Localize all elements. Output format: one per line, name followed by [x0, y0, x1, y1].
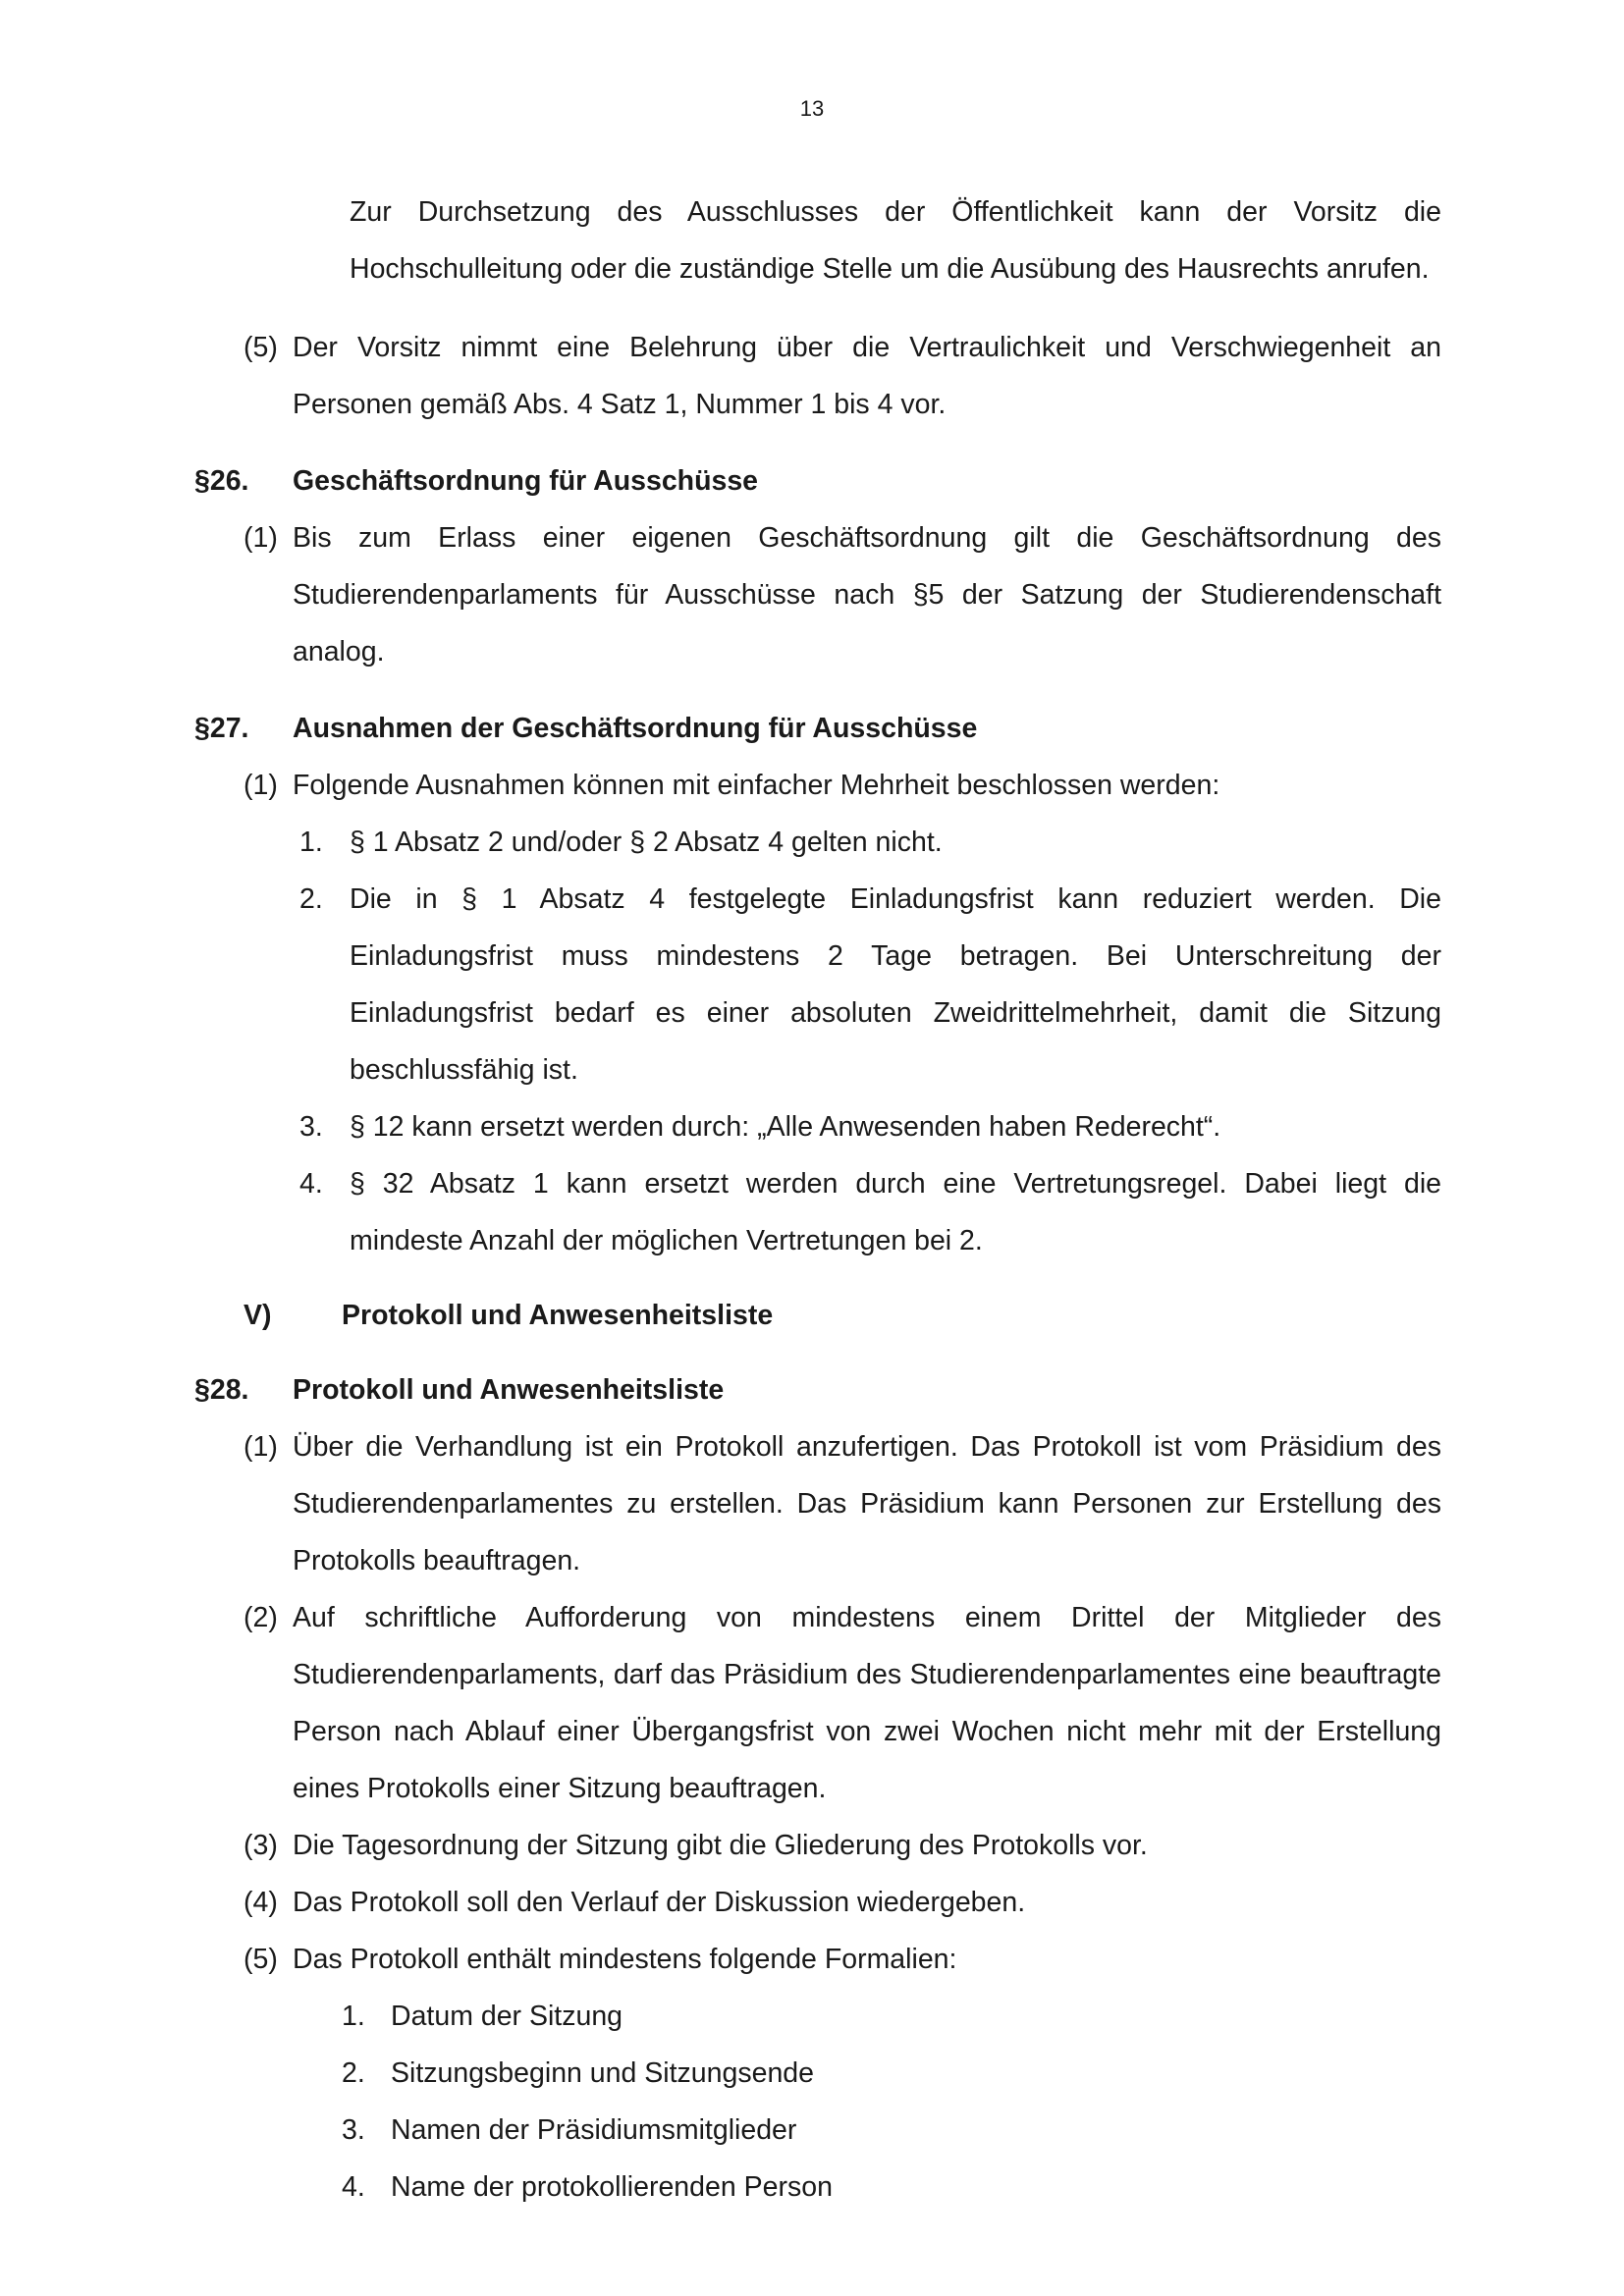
- section-title: Geschäftsordnung für Ausschüsse: [293, 465, 759, 497]
- paragraph-number: (1): [244, 1431, 278, 1463]
- list-number: 4.: [299, 1168, 323, 1200]
- list-text: § 12 kann ersetzt werden durch: „Alle Anwesenden haben Rederecht“.: [350, 1111, 1221, 1143]
- list-text: Die in § 1 Absatz 4 festgelegte Einladungsfrist kann reduziert werden. Die Einladungsfrist muss mindestens 2 Tage betragen. Bei Unterschreitung der Einladungsfrist bedarf es einer absoluten Zweidrittelmehrheit, damit die Sitzung beschlussfähig ist.: [350, 883, 1441, 1086]
- list-item: [194, 2045, 1441, 2102]
- list-item: [194, 2159, 1441, 2216]
- list-text: § 1 Absatz 2 und/oder § 2 Absatz 4 gelten nicht.: [350, 827, 943, 858]
- paragraph-number: (1): [244, 522, 278, 554]
- list-number: 1.: [299, 827, 323, 858]
- list-text: Sitzungsbeginn und Sitzungsende: [391, 2057, 814, 2089]
- paragraph-number: (2): [244, 1602, 278, 1633]
- section-number: §28.: [194, 1374, 249, 1406]
- list-number: 1.: [342, 2001, 365, 2032]
- paragraph-item: [194, 1874, 1441, 1931]
- document-body: [194, 184, 1441, 2216]
- list-item: [194, 1988, 1441, 2045]
- paragraph-text: Auf schriftliche Aufforderung von mindestens einem Drittel der Mitglieder des Studierendenparlaments, darf das Präsidium des Studierendenparlamentes eine beauftragte Person nach Ablauf einer Übergangsfrist von zwei Wochen nicht mehr mit der Erstellung eines Protokolls einer Sitzung beauftragen.: [293, 1602, 1441, 1804]
- list-number: 3.: [342, 2114, 365, 2146]
- paragraph-text: Die Tagesordnung der Sitzung gibt die Gliederung des Protokolls vor.: [293, 1830, 1148, 1861]
- paragraph-text: Folgende Ausnahmen können mit einfacher Mehrheit beschlossen werden:: [293, 770, 1220, 801]
- list-item: [194, 871, 1441, 1098]
- paragraph-item: [194, 1589, 1441, 1817]
- paragraph-item: [194, 1817, 1441, 1874]
- list-text: § 32 Absatz 1 kann ersetzt werden durch eine Vertretungsregel. Dabei liegt die mindeste Anzahl der möglichen Vertretungen bei 2.: [350, 1168, 1441, 1256]
- section-number: §27.: [194, 713, 249, 744]
- paragraph-text: Der Vorsitz nimmt eine Belehrung über die Vertraulichkeit und Verschwiegenheit an Personen gemäß Abs. 4 Satz 1, Nummer 1 bis 4 vor.: [293, 332, 1441, 420]
- list-text: Name der protokollierenden Person: [391, 2171, 833, 2203]
- section-title: Protokoll und Anwesenheitsliste: [293, 1374, 725, 1406]
- paragraph-number: (5): [244, 1944, 278, 1975]
- paragraph-text: Das Protokoll soll den Verlauf der Diskussion wiedergeben.: [293, 1887, 1026, 1918]
- paragraph-text: Bis zum Erlass einer eigenen Geschäftsordnung gilt die Geschäftsordnung des Studierendenparlaments für Ausschüsse nach §5 der Satzung der Studierendenschaft analog.: [293, 522, 1441, 667]
- section-heading-26: [194, 453, 1441, 509]
- paragraph-number: (4): [244, 1887, 278, 1918]
- list-text: Namen der Präsidiumsmitglieder: [391, 2114, 797, 2146]
- paragraph-number: (3): [244, 1830, 278, 1861]
- section-title: Ausnahmen der Geschäftsordnung für Ausschüsse: [293, 713, 978, 744]
- paragraph-text: Das Protokoll enthält mindestens folgende Formalien:: [293, 1944, 957, 1975]
- paragraph-item: [194, 509, 1441, 680]
- section-number: §26.: [194, 465, 249, 497]
- chapter-heading: [194, 1287, 1441, 1344]
- paragraph-item: [194, 1418, 1441, 1589]
- list-item: [194, 2102, 1441, 2159]
- list-item: [194, 1098, 1441, 1155]
- paragraph-item: [194, 757, 1441, 814]
- page-number: 13: [799, 96, 825, 121]
- list-number: 3.: [299, 1111, 323, 1143]
- paragraph-item: [194, 1931, 1441, 1988]
- paragraph-item: [194, 319, 1441, 433]
- paragraph-number: (1): [244, 770, 278, 801]
- list-item: [194, 814, 1441, 871]
- chapter-title: Protokoll und Anwesenheitsliste: [342, 1300, 774, 1331]
- continuation-paragraph: Zur Durchsetzung des Ausschlusses der Öffentlichkeit kann der Vorsitz die Hochschulleitung oder die zuständige Stelle um die Ausübung des Hausrechts anrufen.: [350, 196, 1441, 285]
- paragraph-number: (5): [244, 332, 278, 363]
- chapter-number: V): [244, 1300, 272, 1331]
- section-heading-28: [194, 1362, 1441, 1418]
- list-text: Datum der Sitzung: [391, 2001, 623, 2032]
- list-number: 4.: [342, 2171, 365, 2203]
- list-number: 2.: [299, 883, 323, 915]
- list-number: 2.: [342, 2057, 365, 2089]
- section-heading-27: [194, 700, 1441, 757]
- paragraph-text: Über die Verhandlung ist ein Protokoll anzufertigen. Das Protokoll ist vom Präsidium des Studierendenparlamentes zu erstellen. Das Präsidium kann Personen zur Erstellung des Protokolls beauftragen.: [293, 1431, 1441, 1576]
- list-item: [194, 1155, 1441, 1269]
